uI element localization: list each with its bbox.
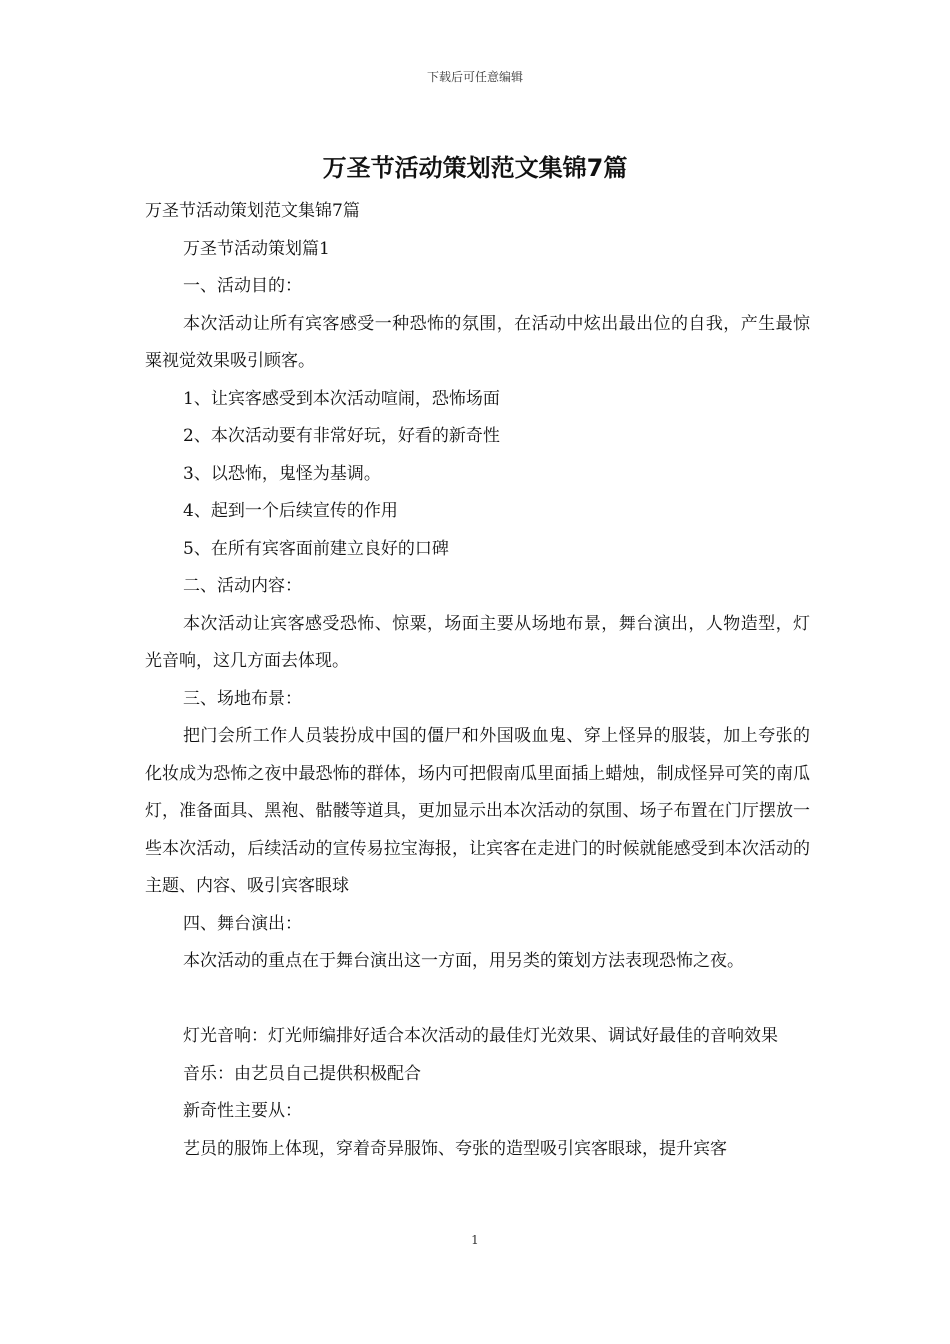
page-number: 1 bbox=[471, 1233, 479, 1247]
body-paragraph: 艺员的服饰上体现，穿着奇异服饰、夸张的造型吸引宾客眼球，提升宾客 bbox=[183, 1138, 727, 1159]
body-paragraph: 把门会所工作人员装扮成中国的僵尸和外国吸血鬼、穿上怪异的服装，加上夸张的化妆成为恐怖之夜中最恐怖的群体，场内可把假南瓜里面插上蜡烛，制成怪异可笑的南瓜灯，准备面具、黑袍、骷髅等道具，更加显示出本次活动的氛围、场子布置在门厅摆放一些本次活动，后续活动的宣传易拉宝海报，让宾客在走进门的时候就能感受到本次活动的主题、内容、吸引宾客眼球 bbox=[145, 726, 810, 896]
section-heading: 一、活动目的： bbox=[183, 276, 302, 296]
body-paragraph: 本次活动让所有宾客感受一种恐怖的氛围，在活动中炫出最出位的自我，产生最惊粟视觉效果吸引顾客。 bbox=[145, 313, 810, 371]
body-paragraph: 本次活动让宾客感受恐怖、惊粟，场面主要从场地布景，舞台演出，人物造型，灯光音响，这几方面去体现。 bbox=[145, 613, 810, 671]
body-paragraph: 音乐：由艺员自己提供积极配合 bbox=[183, 1063, 421, 1084]
body-paragraph: 新奇性主要从： bbox=[183, 1101, 302, 1121]
body-paragraph: 本次活动的重点在于舞台演出这一方面，用另类的策划方法表现恐怖之夜。 bbox=[183, 951, 744, 971]
body-paragraph: 灯光音响：灯光师编排好适合本次活动的最佳灯光效果、调试好最佳的音响效果 bbox=[183, 1026, 778, 1046]
section-heading: 三、场地布景： bbox=[183, 688, 302, 709]
list-item: 5、在所有宾客面前建立良好的口碑 bbox=[183, 538, 449, 559]
list-item: 2、本次活动要有非常好玩，好看的新奇性 bbox=[183, 426, 500, 446]
body-paragraph: 万圣节活动策划范文集锦7篇 bbox=[145, 201, 360, 221]
blank-line bbox=[145, 981, 810, 1019]
list-item: 4、起到一个后续宣传的作用 bbox=[183, 501, 398, 521]
document-title: 万圣节活动策划范文集锦7篇 bbox=[322, 154, 628, 182]
list-item: 1、让宾客感受到本次活动喧闹，恐怖场面 bbox=[183, 388, 500, 409]
document-body bbox=[145, 193, 810, 1168]
list-item: 3、以恐怖，鬼怪为基调。 bbox=[183, 463, 381, 484]
section-heading: 四、舞台演出： bbox=[183, 913, 302, 934]
section-heading: 二、活动内容： bbox=[183, 576, 302, 596]
page-header-note: 下载后可任意编辑 bbox=[426, 70, 523, 84]
section-heading: 万圣节活动策划篇1 bbox=[183, 238, 330, 259]
